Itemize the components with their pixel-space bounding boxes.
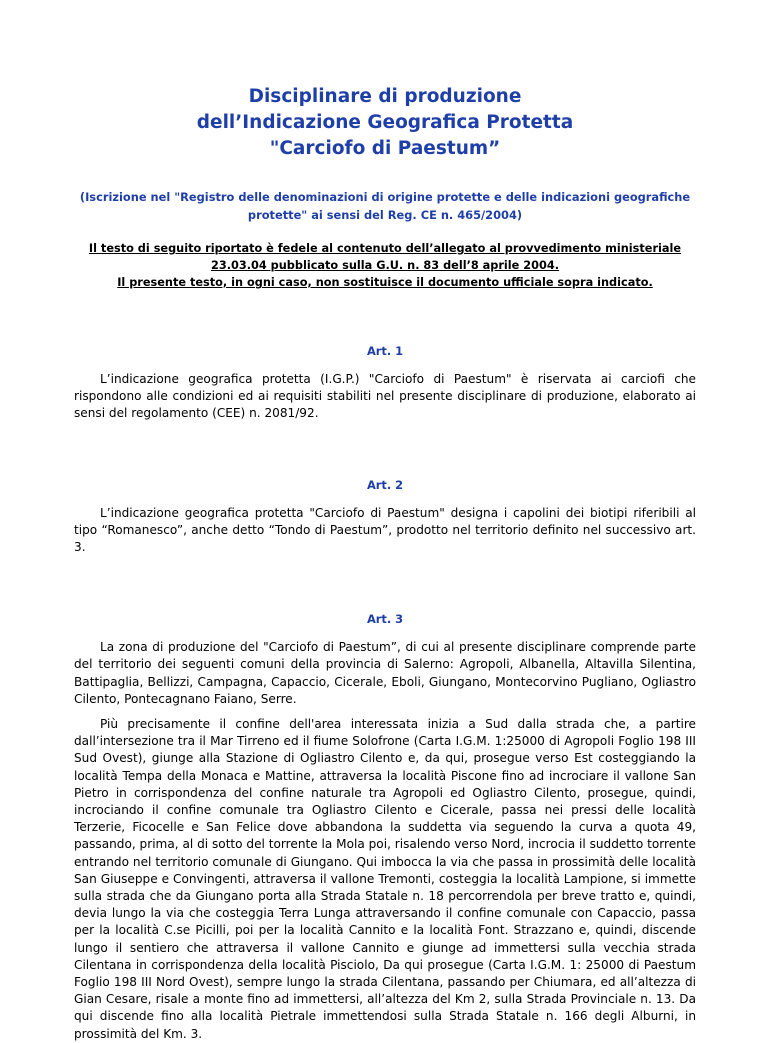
title-line-3: "Carciofo di Paestum” — [269, 138, 501, 159]
title-line-1: Disciplinare di produzione — [248, 86, 522, 107]
registration-note: (Iscrizione nel "Registro delle denominazioni di origine protette e delle indicazioni geografiche protette" ai sensi del Reg. CE n. 465/2004) — [79, 190, 691, 222]
document-page — [74, 0, 696, 1043]
document-title — [74, 84, 696, 162]
article-3-heading: Art. 3 — [366, 612, 404, 627]
disclaimer — [74, 240, 696, 291]
article-1-paragraph: L’indicazione geografica protetta (I.G.P.) "Carciofo di Paestum" è riservata ai carciofi che rispondono alle condizioni ed ai requisiti stabiliti nel presente disciplinare di produzione, elaborato ai sensi del regolamento (CEE) n. 2081/92. — [74, 372, 696, 421]
disclaimer-line-2: 23.03.04 pubblicato sulla G.U. n. 83 dell’8 aprile 2004. — [210, 259, 560, 272]
article-2-heading: Art. 2 — [366, 477, 404, 492]
article-3-paragraph-1: La zona di produzione del "Carciofo di Paestum”, di cui al presente disciplinare comprende parte del territorio dei seguenti comuni della provincia di Salerno: Agropoli, Albanella, Altavilla Silentina, Battipaglia, Bellizzi, Campagna, Capaccio, Cicerale, Eboli, Giungano, Montecorvino Pugliano, Ogliastro Cilento, Pontecagnano Faiano, Serre. — [74, 640, 696, 706]
article-3-paragraph-2: Più precisamente il confine dell'area interessata inizia a Sud dalla strada che, a partire dall’intersezione tra il Mar Tirreno ed il fiume Solofrone (Carta I.G.M. 1:25000 di Agropoli Foglio 198 III Sud Ovest), giunge alla Stazione di Ogliastro Cilento e, da qui, prosegue verso Est costeggiando la località Tempa della Monaca e Mattine, attraversa la località Piscone fino ad incrociare il vallone San Pietro in corrispondenza del confine naturale tra Agropoli ed Ogliastro Cilento, prosegue, quindi, incrociando il confine comunale tra Ogliastro Cilento e Cicerale, passa nei pressi delle località Terzerie, Ficocelle e San Felice dove abbandona la suddetta via seguendo la curva a quota 49, passando, prima, al di sotto del torrente la Mola poi, risalendo verso Nord, incrocia il suddetto torrente entrando nel territorio comunale di Giungano. Qui imbocca la via che passa in prossimità delle località San Giuseppe e Convingenti, attraversa il vallone Tremonti, costeggia la località Lampione, si immette sulla strada che da Giungano porta alla Strada Statale n. 18 percorrendola per breve tratto e, quindi, devia lungo la via che costeggia Terra Lunga attraversando il confine comunale con Capaccio, passa per la località C.se Picilli, poi per la località Cannito e la località Font. Strazzano e, quindi, discende lungo il sentiero che attraversa il vallone Cannito e giunge ad immettersi sulla vecchia strada Cilentana in corrispondenza della località Pisciolo, Da qui prosegue (Carta I.G.M. 1: 25000 di Paestum Foglio 198 III Nord Ovest), sempre lungo la strada Cilentana, passando per Chiumara, ed all’altezza di Gian Cesare, risale a monte fino ad immettersi, all’altezza del Km 2, sulla Strada Provinciale n. 13. Da qui discende fino alla località Pietrale immettendosi sulla Strada Statale n. 166 degli Alburni, in prossimità del Km. 3. — [74, 717, 696, 1041]
disclaimer-line-3: Il presente testo, in ogni caso, non sostituisce il documento ufficiale sopra indicato. — [117, 276, 653, 289]
disclaimer-line-1: Il testo di seguito riportato è fedele al contenuto dell’allegato al provvedimento ministeriale — [88, 242, 682, 255]
article-1-heading: Art. 1 — [366, 344, 404, 358]
title-line-2: dell’Indicazione Geografica Protetta — [196, 112, 574, 133]
article-2-paragraph: L’indicazione geografica protetta "Carciofo di Paestum" designa i capolini dei biotipi riferibili al tipo “Romanesco”, anche detto “Tondo di Paestum”, prodotto nel territorio definito nel successivo art. 3. — [74, 505, 696, 555]
